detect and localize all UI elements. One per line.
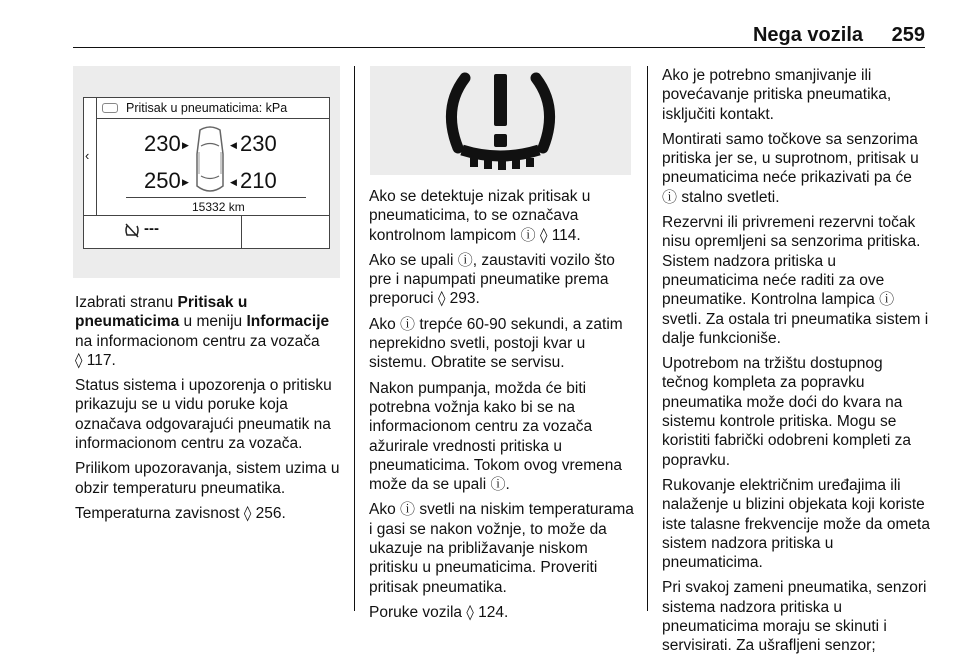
tire-pressure-icon — [124, 222, 140, 238]
tire-pressure-display-figure — [73, 66, 340, 278]
tpms-status-value: --- — [144, 220, 159, 237]
paragraph: Ako ⓘ trepće 60-90 sekundi, a zatim neprekidno svetli, postoji kvar u sistemu. Obratite se servisu. — [369, 314, 623, 372]
menu-term: Informacije — [246, 313, 330, 331]
paragraph: Montirati samo točkove sa senzorima pritiska jer se, u suprotnom, pritisak u pneumaticima neće prikazivati pa će ⓘ stalno svetleti. — [662, 130, 919, 206]
paragraph: Izabrati stranu Pritisak u pneumaticima u meniju Informacije na informacionom centru za vozača ◊ 117. — [75, 294, 330, 369]
odometer-value: 15332 km — [192, 200, 245, 214]
triangle-left-icon: ◀ — [230, 140, 237, 150]
page-reference[interactable]: 124. — [478, 603, 509, 621]
paragraph: Rukovanje električnim uređajima ili nalaženje u blizini objekata koji koriste iste talasne frekvencije može da ometa sistem nadzora pritiska u pneumaticima. — [662, 476, 930, 572]
tpms-lamp-icon: ⓘ — [520, 225, 536, 244]
text-column-3 — [662, 66, 930, 662]
tpms-warning-figure — [370, 66, 631, 175]
page-header — [73, 24, 925, 46]
triangle-right-icon: ▶ — [182, 140, 189, 150]
header-rule — [73, 47, 925, 48]
reference-arrow-icon: ◊ — [75, 350, 83, 369]
display-title: Pritisak u pneumaticima: kPa — [126, 101, 288, 115]
display-title-row — [96, 98, 329, 119]
paragraph: Prilikom upozoravanja, sistem uzima u obzir temperaturu pneumatika. — [75, 460, 340, 497]
menu-term: Pritisak u pneumaticima — [75, 294, 248, 331]
reference-arrow-icon: ◊ — [437, 289, 446, 308]
tpms-lamp-icon: ⓘ — [662, 187, 678, 206]
car-top-view-icon — [192, 124, 228, 196]
reference-arrow-icon: ◊ — [243, 503, 252, 522]
display-bottom-row — [84, 215, 329, 249]
tpms-lamp-icon: ⓘ — [457, 250, 473, 269]
info-display-screen — [83, 97, 330, 249]
tpms-lamp-icon: ⓘ — [400, 314, 416, 333]
tpms-status-cell — [96, 216, 242, 249]
page-reference[interactable]: 256. — [255, 504, 286, 522]
reference-arrow-icon: ◊ — [466, 602, 474, 621]
rear-right-pressure: 210 — [240, 168, 277, 193]
page-reference[interactable]: 114. — [551, 226, 581, 244]
chevron-left-icon: ‹ — [85, 148, 90, 163]
triangle-left-icon: ◀ — [230, 177, 237, 187]
page-reference[interactable]: 117. — [86, 351, 116, 369]
tire-pressure-warning-icon — [370, 66, 631, 175]
paragraph: Ako je potrebno smanjivanje ili povećavanje pritiska pneumatika, isključiti kontakt. — [662, 67, 892, 123]
paragraph: Pri svakoj zameni pneumatika, senzori sistema nadzora pritiska u pneumaticima moraju se skinuti i servisirati. Za ušrafljeni senzor; — [662, 579, 927, 655]
paragraph: Poruke vozila ◊ 124. — [369, 602, 509, 621]
section-title: Nega vozila — [752, 24, 863, 46]
paragraph: Ako se detektuje nizak pritisak u pneumaticima, to se označava kontrolnom lampicom ⓘ ◊ 114. — [369, 188, 591, 244]
page-number: 259 — [891, 24, 925, 46]
tpms-lamp-icon: ⓘ — [879, 290, 895, 309]
paragraph: Rezervni ili privremeni rezervni točak nisu opremljeni sa senzorima pritiska. Sistem nadzora pritiska u pneumaticima neće raditi za ove pneumatike. Kontrolna lampica ⓘ svetli. Za ostala tri pneumatika sistem i dalje funkcioniše. — [662, 214, 929, 347]
paragraph: Ako ⓘ svetli na niskim temperaturama i gasi se nakon vožnje, to može da ukazuje na približavanje niskom pritisku u pneumaticima. Proveriti pritisak pneumatika. — [369, 500, 634, 596]
text-column-1 — [75, 293, 347, 529]
column-divider — [647, 66, 648, 611]
front-right-pressure: 230 — [240, 131, 277, 156]
paragraph: Upotrebom na tržištu dostupnog tečnog kompleta za popravku pneumatika može doći do kvara na sistemu kontrole pritiska. Mogu se koristiti fabrički odobreni kompleti za popravku. — [662, 355, 911, 469]
reference-arrow-icon: ◊ — [539, 225, 548, 244]
column-divider — [354, 66, 355, 611]
paragraph: Nakon pumpanja, možda će biti potrebna vožnja kako bi se na informacionom centru za vozača ažurirale vrednosti pritiska u pneumaticima. Tokom ovog vremena može da se upali ⓘ. — [369, 379, 623, 494]
page-reference[interactable]: 293. — [449, 290, 480, 308]
triangle-right-icon: ▶ — [182, 177, 189, 187]
rear-left-pressure: 250 — [144, 168, 181, 193]
front-left-pressure: 230 — [144, 131, 181, 156]
paragraph: Status sistema i upozorenja o pritisku prikazuju se u vidu poruke koja označava odgovarajući pneumatik na informacionom centru za vozača. — [75, 377, 332, 453]
text-column-2 — [369, 187, 637, 628]
tpms-lamp-icon: ⓘ — [400, 500, 416, 519]
paragraph: Temperaturna zavisnost ◊ 256. — [75, 503, 286, 522]
car-icon — [102, 103, 118, 113]
odometer-rule — [126, 197, 306, 198]
tpms-lamp-icon: ⓘ — [490, 475, 506, 494]
paragraph: Ako se upali ⓘ, zaustaviti vozilo što pre i napumpati pneumatike prema preporuci ◊ 293. — [369, 250, 615, 308]
